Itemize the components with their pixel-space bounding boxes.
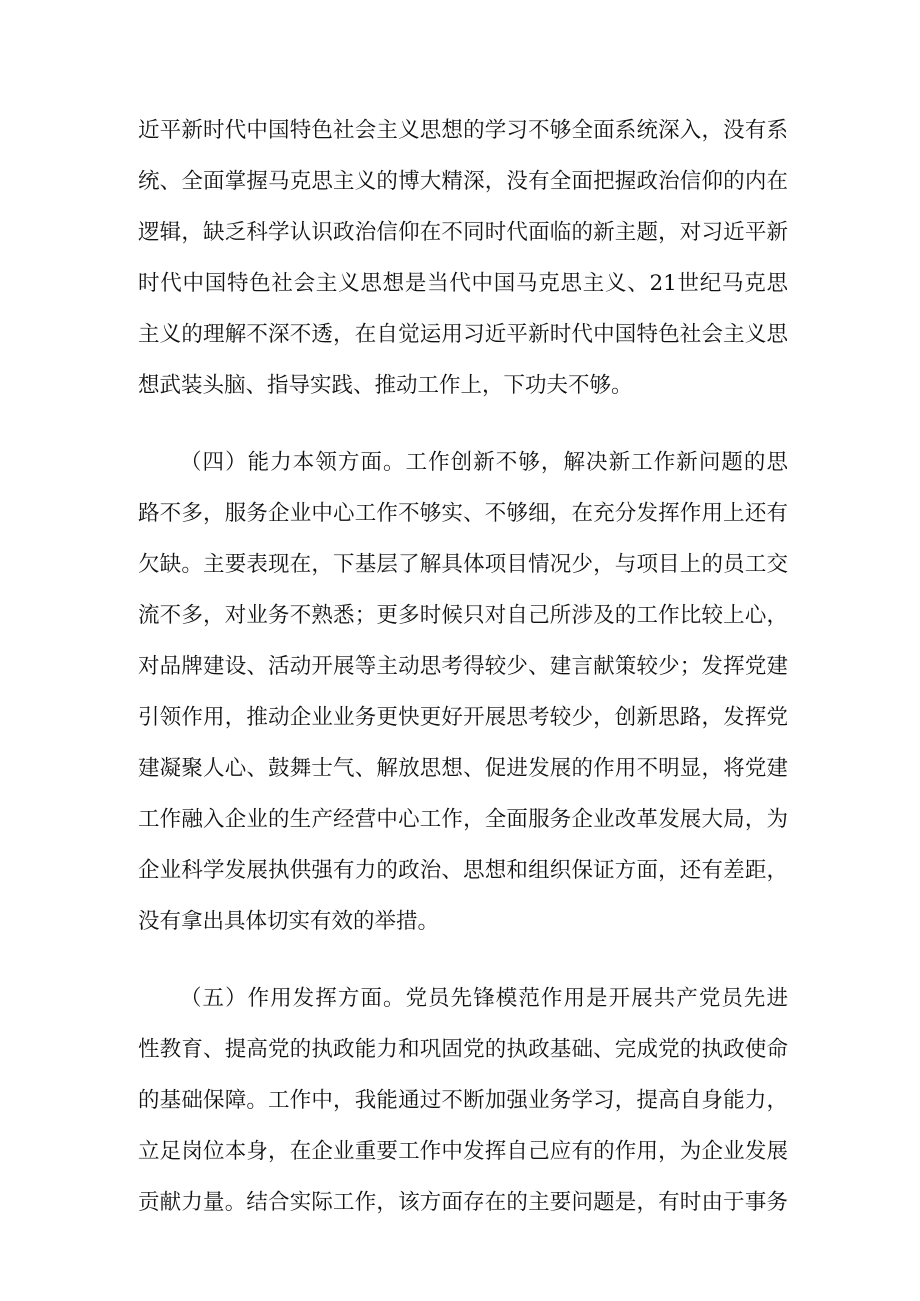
paragraph-line: 立足岗位本身，在企业重要工作中发挥自己应有的作用，为企业发展 [138, 1139, 788, 1164]
paragraph-line: 的基础保障。工作中，我能通过不断加强业务学习，提高自身能力， [138, 1088, 788, 1113]
paragraph-line: 工作融入企业的生产经营中心工作，全面服务企业改革发展大局，为 [138, 807, 788, 832]
paragraph-line: 逻辑，缺乏科学认识政治信仰在不同时代面临的新主题，对习近平新 [138, 220, 788, 245]
paragraph-line: 引领作用，推动企业业务更快更好开展思考较少，创新思路，发挥党 [138, 705, 788, 730]
paragraph-line: 近平新时代中国特色社会主义思想的学习不够全面系统深入，没有系 [138, 118, 788, 143]
paragraph-line: 贡献力量。结合实际工作，该方面存在的主要问题是，有时由于事务 [138, 1190, 788, 1215]
paragraph-line: 时代中国特色社会主义思想是当代中国马克思主义、21世纪马克思 [138, 271, 788, 296]
paragraph-line: 主义的理解不深不透，在自觉运用习近平新时代中国特色社会主义思 [138, 322, 788, 347]
paragraph-line: 企业科学发展执供强有力的政治、思想和组织保证方面，还有差距， [138, 858, 788, 883]
paragraph-line: 性教育、提高党的执政能力和巩固党的执政基础、完成党的执政使命 [138, 1037, 788, 1062]
paragraph-line: 路不多，服务企业中心工作不够实、不够细，在充分发挥作用上还有 [138, 501, 788, 526]
paragraph-line: 流不多，对业务不熟悉；更多时候只对自己所涉及的工作比较上心， [138, 603, 788, 628]
paragraph-line: 想武装头脑、指导实践、推动工作上，下功夫不够。 [138, 373, 633, 398]
paragraph-line: （四）能力本领方面。工作创新不够，解决新工作新问题的思 [180, 450, 788, 475]
paragraph-line: 对品牌建设、活动开展等主动思考得较少、建言献策较少；发挥党建 [138, 654, 788, 679]
paragraph-line: 统、全面掌握马克思主义的博大精深，没有全面把握政治信仰的内在 [138, 169, 788, 194]
paragraph-line: （五）作用发挥方面。党员先锋模范作用是开展共产党员先进 [180, 986, 788, 1011]
paragraph-line: 欠缺。主要表现在，下基层了解具体项目情况少，与项目上的员工交 [138, 552, 788, 577]
paragraph-line: 建凝聚人心、鼓舞士气、解放思想、促进发展的作用不明显，将党建 [138, 756, 788, 781]
paragraph-line: 没有拿出具体切实有效的举措。 [138, 909, 440, 934]
